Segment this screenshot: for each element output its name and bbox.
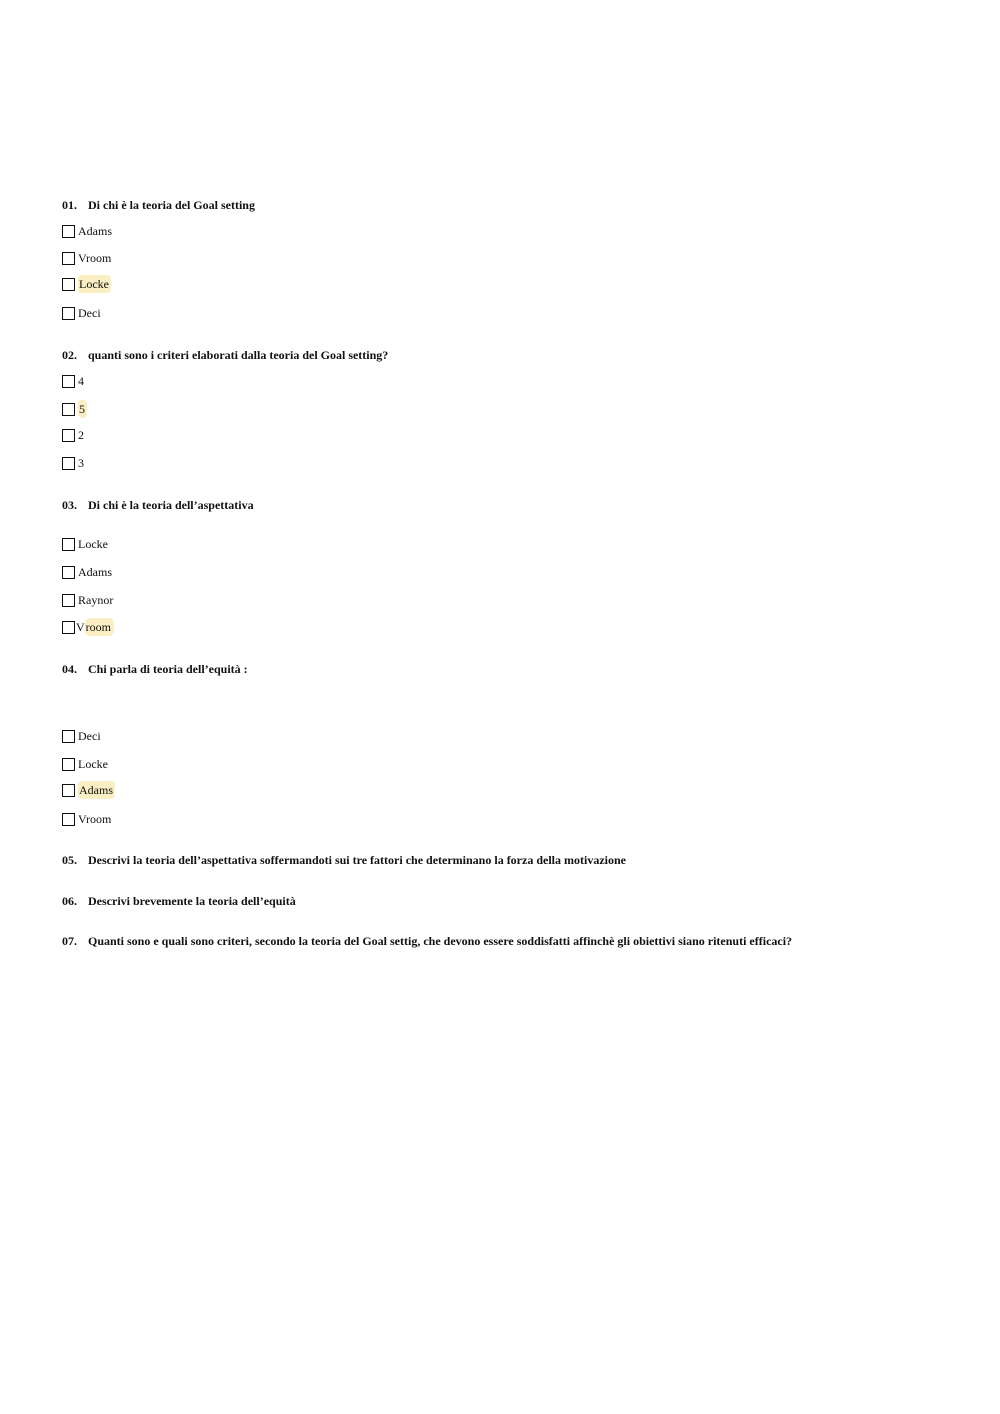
question-4-option-4[interactable] bbox=[62, 811, 111, 827]
option-label: Raynor bbox=[78, 593, 114, 607]
option-label-highlighted bbox=[76, 619, 114, 635]
question-2-option-1[interactable] bbox=[62, 373, 84, 389]
option-label: Deci bbox=[78, 306, 101, 320]
option-label: Adams bbox=[78, 224, 112, 238]
option-label: Locke bbox=[78, 757, 108, 771]
option-label-first-letter: V bbox=[76, 620, 85, 634]
checkbox[interactable] bbox=[62, 307, 75, 320]
question-3-option-4[interactable] bbox=[62, 619, 114, 635]
question-3-title bbox=[62, 498, 254, 512]
question-4-text: Chi parla di teoria dell’equità : bbox=[88, 662, 248, 676]
question-1-option-3[interactable] bbox=[62, 276, 111, 292]
checkbox[interactable] bbox=[62, 621, 75, 634]
checkbox[interactable] bbox=[62, 813, 75, 826]
checkbox[interactable] bbox=[62, 784, 75, 797]
option-label: 4 bbox=[78, 374, 84, 388]
option-label: Vroom bbox=[78, 812, 112, 826]
checkbox[interactable] bbox=[62, 594, 75, 607]
option-label: Deci bbox=[78, 729, 101, 743]
option-label: 3 bbox=[78, 456, 84, 470]
option-label: 2 bbox=[78, 428, 84, 442]
question-1-option-4[interactable] bbox=[62, 305, 101, 321]
question-3-option-1[interactable] bbox=[62, 536, 108, 552]
question-2-option-3[interactable] bbox=[62, 427, 84, 443]
question-6-title bbox=[62, 894, 296, 908]
checkbox[interactable] bbox=[62, 758, 75, 771]
checkbox[interactable] bbox=[62, 730, 75, 743]
checkbox[interactable] bbox=[62, 225, 75, 238]
question-1-number: 01. bbox=[62, 198, 77, 212]
question-5-number: 05. bbox=[62, 853, 77, 867]
question-1-title bbox=[62, 198, 255, 212]
checkbox[interactable] bbox=[62, 375, 75, 388]
question-4-option-1[interactable] bbox=[62, 728, 101, 744]
checkbox[interactable] bbox=[62, 403, 75, 416]
question-6-number: 06. bbox=[62, 894, 77, 908]
option-label: Vroom bbox=[78, 251, 112, 265]
option-label: Locke bbox=[78, 537, 108, 551]
question-4-title bbox=[62, 662, 248, 676]
question-4-option-3[interactable] bbox=[62, 782, 115, 798]
question-5-title bbox=[62, 853, 626, 867]
option-label: Adams bbox=[78, 565, 112, 579]
question-2-option-4[interactable] bbox=[62, 455, 84, 471]
question-1-text: Di chi è la teoria del Goal setting bbox=[88, 198, 255, 212]
option-label-highlighted: 5 bbox=[79, 402, 85, 416]
question-2-option-2[interactable] bbox=[62, 401, 87, 417]
checkbox[interactable] bbox=[62, 566, 75, 579]
question-1-option-2[interactable] bbox=[62, 250, 111, 266]
question-7-number: 07. bbox=[62, 934, 77, 948]
checkbox[interactable] bbox=[62, 457, 75, 470]
question-4-number: 04. bbox=[62, 662, 77, 676]
option-label-rest: room bbox=[85, 618, 114, 636]
question-2-number: 02. bbox=[62, 348, 77, 362]
checkbox[interactable] bbox=[62, 429, 75, 442]
question-3-text: Di chi è la teoria dell’aspettativa bbox=[88, 498, 254, 512]
question-4-option-2[interactable] bbox=[62, 756, 108, 772]
question-3-number: 03. bbox=[62, 498, 77, 512]
question-2-text: quanti sono i criteri elaborati dalla teoria del Goal setting? bbox=[88, 348, 389, 362]
checkbox[interactable] bbox=[62, 252, 75, 265]
question-3-option-2[interactable] bbox=[62, 564, 112, 580]
question-7-title bbox=[62, 934, 792, 948]
checkbox[interactable] bbox=[62, 538, 75, 551]
option-label-highlighted: Locke bbox=[79, 277, 109, 291]
question-1-option-1[interactable] bbox=[62, 223, 112, 239]
question-6-text: Descrivi brevemente la teoria dell’equità bbox=[88, 894, 296, 908]
question-2-title bbox=[62, 348, 388, 362]
question-7-text: Quanti sono e quali sono criteri, secondo la teoria del Goal settig, che devono essere soddisfatti affinchè gli obiettivi siano ritenuti efficaci? bbox=[88, 934, 793, 948]
checkbox[interactable] bbox=[62, 278, 75, 291]
question-3-option-3[interactable] bbox=[62, 592, 113, 608]
question-5-text: Descrivi la teoria dell’aspettativa soffermandoti sui tre fattori che determinano la forza della motivazione bbox=[88, 853, 626, 867]
option-label-highlighted: Adams bbox=[79, 783, 113, 797]
